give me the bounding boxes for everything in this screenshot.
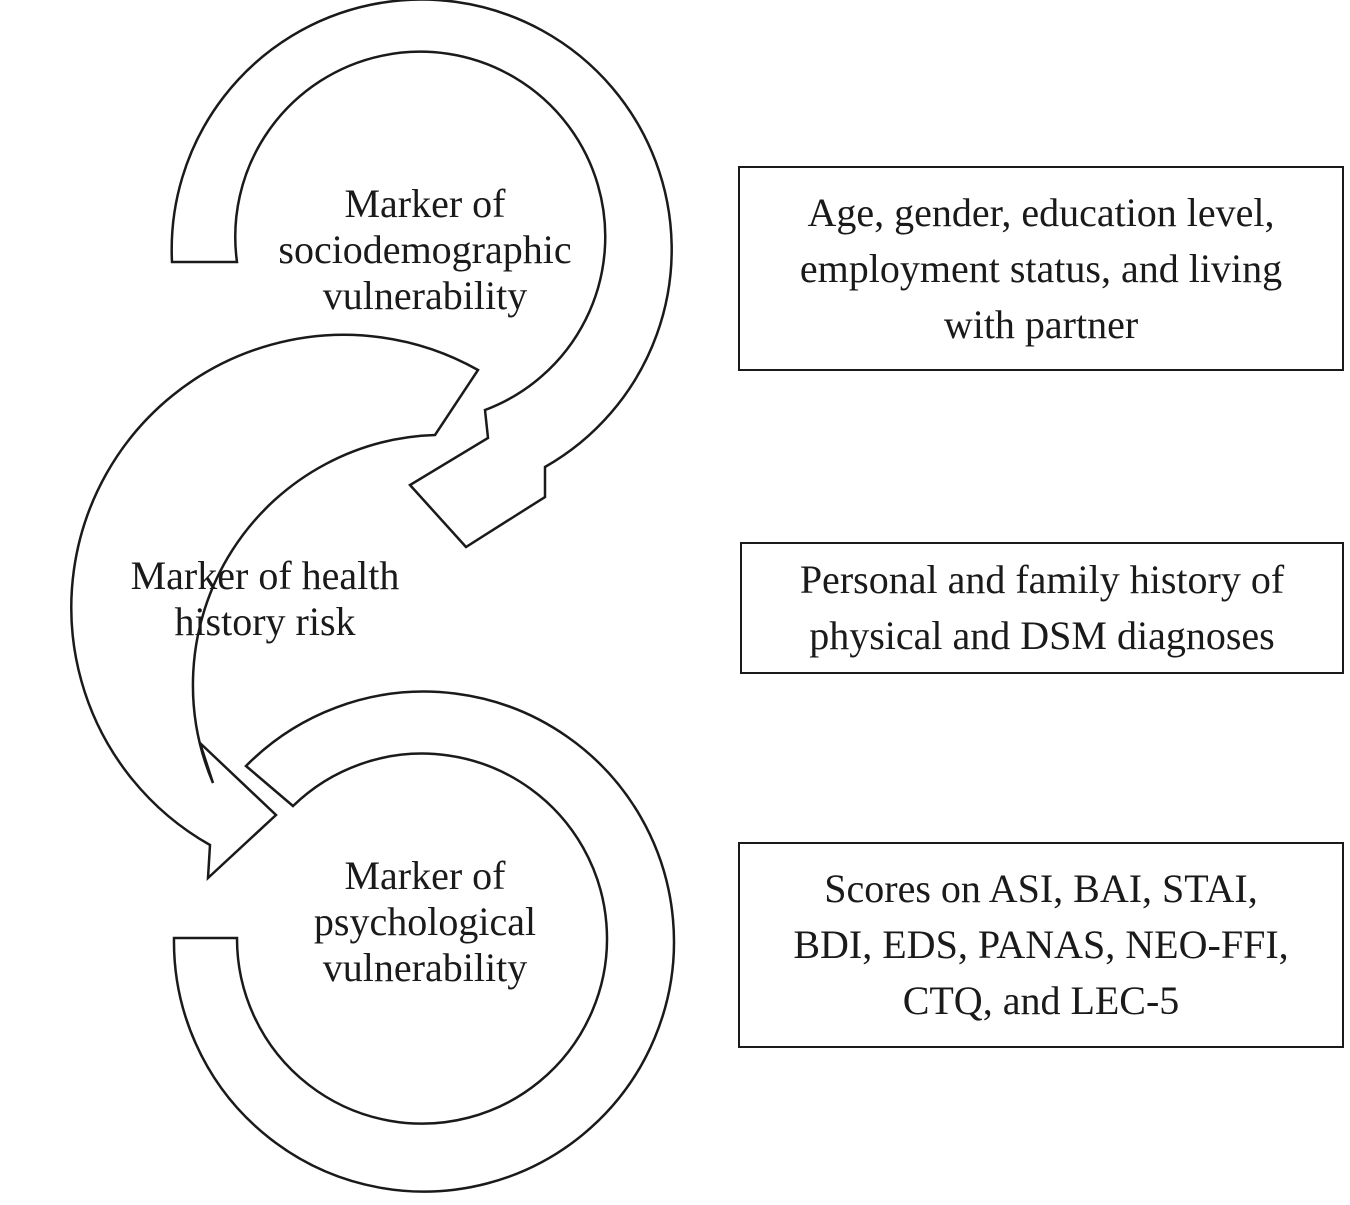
description-line: with partner <box>943 301 1139 347</box>
description-box-sociodemographic <box>738 166 1344 371</box>
marker-line: vulnerability <box>322 945 528 990</box>
description-box-health-history <box>740 542 1344 674</box>
marker-label-health-history <box>110 553 420 645</box>
marker-line: Marker of health <box>130 553 400 598</box>
description-line: physical and DSM diagnoses <box>809 613 1275 658</box>
marker-line: history risk <box>174 599 356 644</box>
marker-line: psychological <box>313 899 537 944</box>
marker-line: vulnerability <box>322 273 528 318</box>
description-line: CTQ, and LEC-5 <box>902 978 1180 1023</box>
description-line: employment status, and living <box>799 245 1283 291</box>
description-box-psychological <box>738 842 1344 1048</box>
description-line: Scores on ASI, BAI, STAI, <box>824 866 1258 911</box>
marker-label-sociodemographic <box>265 181 585 319</box>
description-line: Personal and family history of <box>799 557 1285 602</box>
description-line: Age, gender, education level, <box>807 189 1275 235</box>
marker-line: Marker of <box>344 853 506 898</box>
marker-line: Marker of <box>344 181 506 226</box>
marker-label-psychological <box>265 853 585 991</box>
marker-line: sociodemographic <box>278 227 572 272</box>
description-line: BDI, EDS, PANAS, NEO-FFI, <box>793 922 1289 967</box>
